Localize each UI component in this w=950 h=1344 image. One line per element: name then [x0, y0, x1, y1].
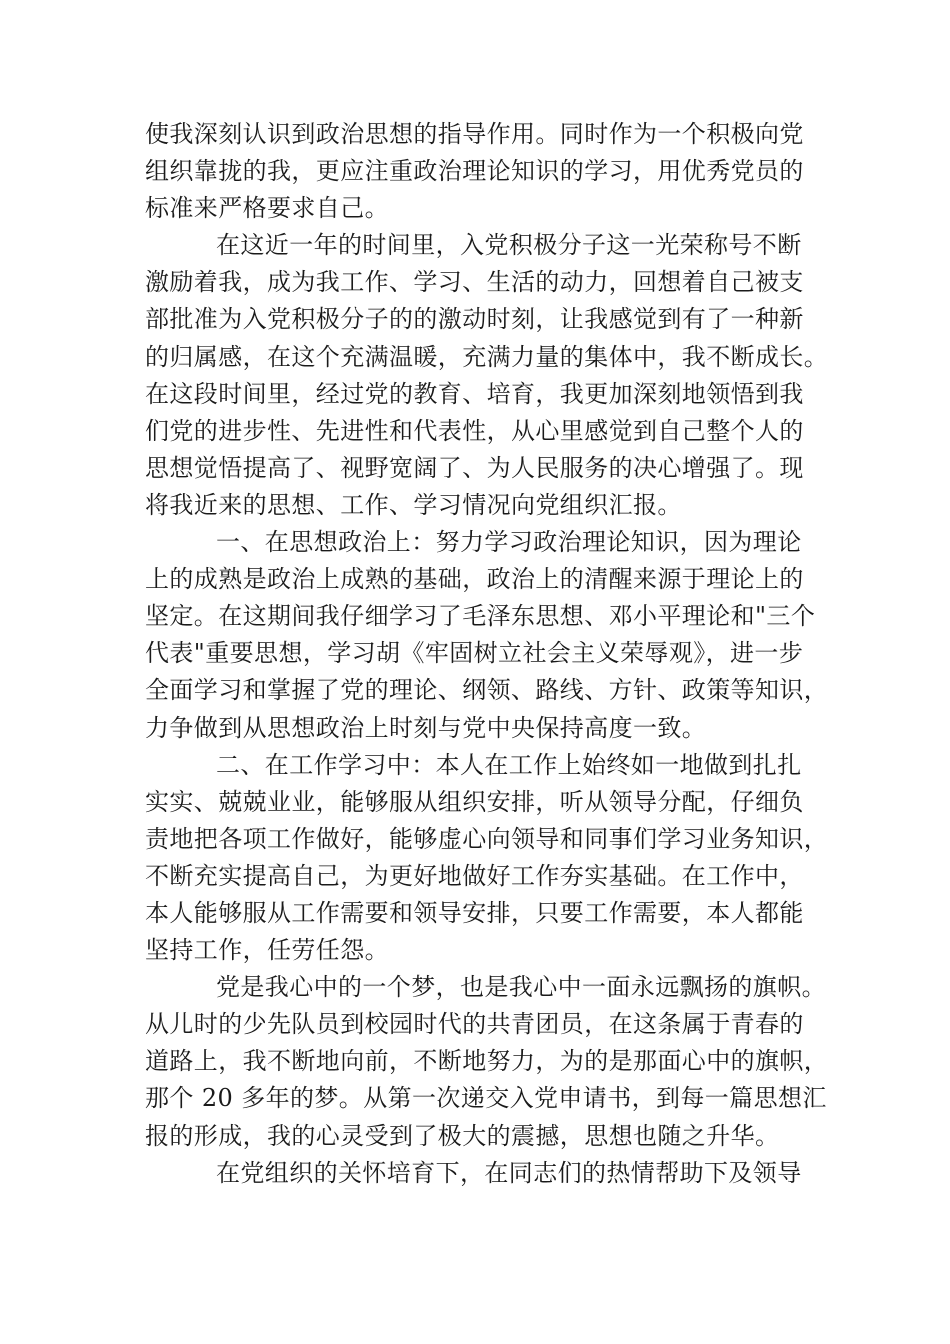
paragraph — [145, 227, 829, 524]
text-line: 全面学习和掌握了党的理论、纲领、路线、方针、政策等知识， — [145, 676, 829, 705]
text-line: 在党组织的关怀培育下，在同志们的热情帮助下及领导 — [216, 1158, 802, 1187]
paragraph — [145, 524, 829, 747]
text-line: 在这段时间里，经过党的教育、培育，我更加深刻地领悟到我 — [145, 379, 804, 408]
text-line: 将我近来的思想、工作、学习情况向党组织汇报。 — [145, 490, 682, 519]
paragraph — [145, 969, 829, 1154]
text-line: 本人能够服从工作需要和领导安排，只要工作需要，本人都能 — [145, 898, 804, 927]
text-line: 报的形成，我的心灵受到了极大的震撼，思想也随之升华。 — [145, 1121, 780, 1150]
text-line: 党是我心中的一个梦，也是我心中一面永远飘扬的旗帜。 — [216, 973, 826, 1002]
paragraph — [145, 116, 805, 227]
document-body — [145, 116, 829, 1192]
text-line: 那个 20 多年的梦。从第一次递交入党申请书，到每一篇思想汇 — [145, 1084, 827, 1113]
text-line: 坚持工作，任劳任怨。 — [145, 936, 389, 965]
text-line: 力争做到从思想政治上时刻与党中央保持高度一致。 — [145, 713, 707, 742]
text-line: 实实、兢兢业业，能够服从组织安排，听从领导分配，仔细负 — [145, 787, 804, 816]
text-line: 责地把各项工作做好，能够虚心向领导和同事们学习业务知识， — [145, 824, 829, 853]
text-line: 上的成熟是政治上成熟的基础，政治上的清醒来源于理论上的 — [145, 565, 804, 594]
text-line: 标准来严格要求自己。 — [145, 194, 389, 223]
text-line: 坚定。在这期间我仔细学习了毛泽东思想、邓小平理论和"三个 — [145, 602, 816, 631]
text-line: 一、在思想政治上：努力学习政治理论知识，因为理论 — [216, 528, 802, 557]
text-line: 们党的进步性、先进性和代表性，从心里感觉到自己整个人的 — [145, 416, 804, 445]
text-line: 组织靠拢的我，更应注重政治理论知识的学习，用优秀党员的 — [145, 157, 804, 186]
text-line: 不断充实提高自己，为更好地做好工作夯实基础。在工作中， — [145, 861, 804, 890]
text-line: 二、在工作学习中：本人在工作上始终如一地做到扎扎 — [216, 750, 802, 779]
text-line: 的归属感，在这个充满温暖，充满力量的集体中，我不断成长。 — [145, 342, 829, 371]
text-line: 思想觉悟提高了、视野宽阔了、为人民服务的决心增强了。现 — [145, 453, 804, 482]
text-line: 代表"重要思想，学习胡《牢固树立社会主义荣辱观》，进一步 — [145, 639, 804, 668]
text-line: 激励着我，成为我工作、学习、生活的动力，回想着自己被支 — [145, 268, 804, 297]
text-line: 部批准为入党积极分子的的激动时刻，让我感觉到有了一种新 — [145, 305, 804, 334]
text-line: 道路上，我不断地向前，不断地努力，为的是那面心中的旗帜， — [145, 1047, 829, 1076]
text-line: 从儿时的少先队员到校园时代的共青团员，在这条属于青春的 — [145, 1010, 804, 1039]
text-line: 使我深刻认识到政治思想的指导作用。同时作为一个积极向党 — [145, 120, 804, 148]
paragraph — [145, 1155, 805, 1192]
text-line: 在这近一年的时间里，入党积极分子这一光荣称号不断 — [216, 231, 802, 260]
paragraph — [145, 747, 829, 970]
